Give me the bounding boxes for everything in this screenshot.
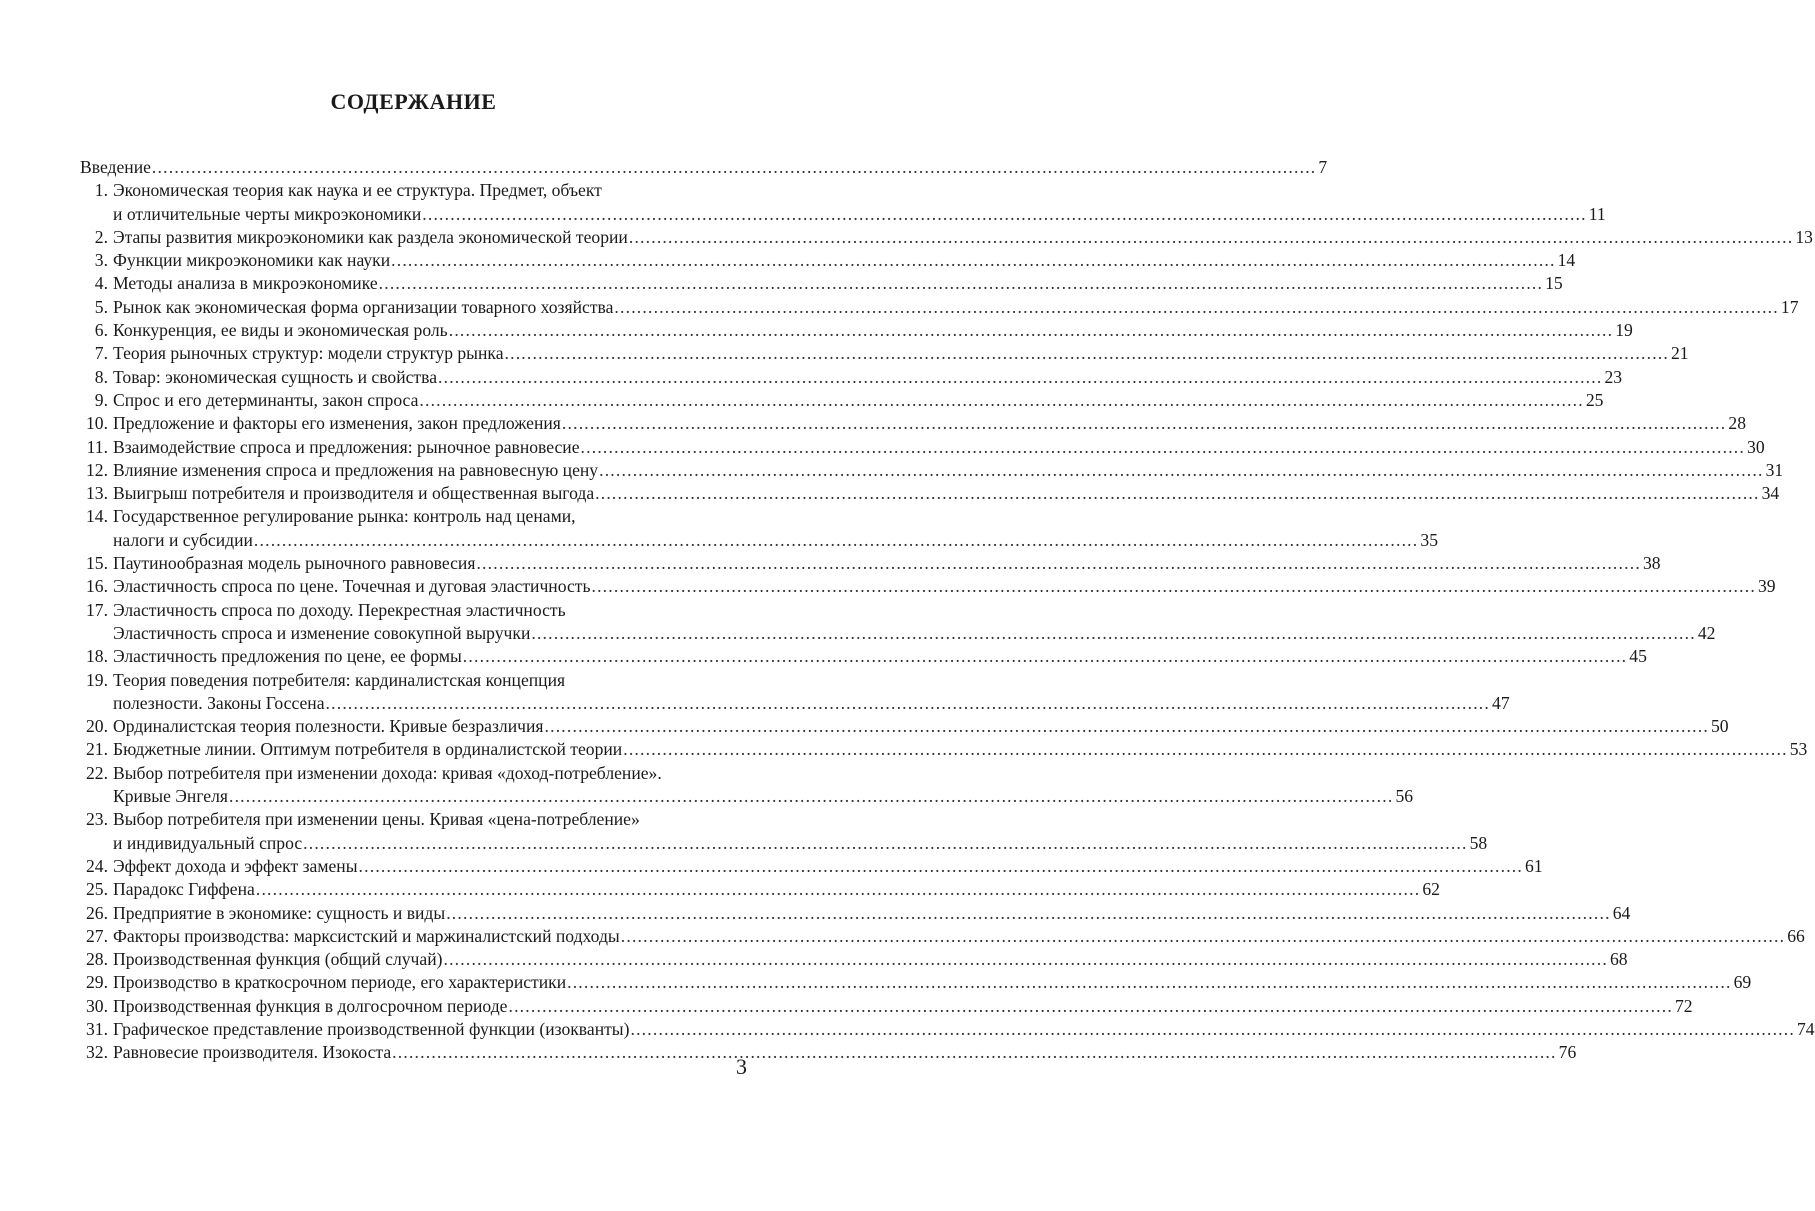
toc-entry-number: 32. — [86, 1042, 108, 1063]
toc-entry — [80, 902, 1631, 925]
toc-entry — [80, 878, 1440, 901]
toc-entry-title: налоги и субсидии — [113, 529, 253, 550]
toc-entry — [80, 1041, 1577, 1064]
toc-entry — [80, 855, 1543, 878]
toc-entry — [80, 925, 1805, 948]
toc-entry — [80, 995, 1693, 1018]
toc-entry-title: Эластичность спроса по доходу. Перекрестная эластичность — [113, 599, 566, 620]
table-of-contents — [80, 156, 1815, 1065]
toc-entry-number: 18. — [86, 646, 108, 667]
toc-entry-title: Теория рыночных структур: модели структур рынка — [113, 343, 504, 364]
toc-entry-title: Парадокс Гиффена — [113, 879, 255, 900]
dot-leader — [621, 925, 1785, 948]
toc-entry-page: 42 — [1697, 622, 1716, 643]
toc-entry — [80, 669, 748, 692]
page-title: СОДЕРЖАНИЕ — [330, 89, 497, 114]
toc-entry-title: и индивидуальный спрос — [113, 832, 303, 853]
toc-entry-title: Выбор потребителя при изменении цены. Кривая «цена-потребление» — [113, 809, 640, 830]
dot-leader — [599, 459, 1763, 482]
dot-leader — [256, 878, 1420, 901]
toc-entry-page: 47 — [1492, 692, 1510, 713]
dot-leader — [254, 529, 1418, 552]
dot-leader — [392, 1041, 1556, 1064]
toc-entry-title: Производственная функция (общий случай) — [113, 949, 443, 970]
toc-entry — [80, 482, 1780, 505]
dot-leader — [379, 272, 1543, 295]
dot-leader — [476, 552, 1640, 575]
toc-entry — [80, 971, 1752, 994]
toc-entry-page: 62 — [1422, 879, 1440, 900]
dot-leader — [614, 296, 1778, 319]
dot-leader — [531, 622, 1695, 645]
toc-entry-number: 17. — [86, 599, 108, 620]
dot-leader — [505, 342, 1669, 365]
toc-entry-number: 13. — [86, 483, 108, 504]
toc-entry — [80, 692, 1510, 715]
toc-entry — [80, 505, 748, 528]
dot-leader — [629, 226, 1793, 249]
toc-entry-title: Ординалистская теория полезности. Кривые безразличия — [113, 716, 544, 737]
toc-entry — [80, 389, 1604, 412]
dot-leader — [591, 575, 1755, 598]
dot-leader — [152, 156, 1316, 179]
dot-leader — [359, 855, 1523, 878]
toc-entry-page: 14 — [1557, 250, 1576, 271]
dot-leader — [303, 832, 1467, 855]
toc-entry-number: 9. — [94, 389, 108, 410]
toc-entry-page: 72 — [1674, 995, 1693, 1016]
toc-entry-number: 20. — [86, 716, 108, 737]
dot-leader — [623, 738, 1787, 761]
toc-entry-title: Товар: экономическая сущность и свойства — [113, 366, 437, 387]
toc-entry-page: 17 — [1780, 296, 1799, 317]
toc-entry-title: Теория поведения потребителя: кардиналистская концепция — [113, 669, 566, 690]
toc-entry-number: 1. — [94, 180, 108, 201]
dot-leader — [508, 995, 1672, 1018]
toc-entry-page: 56 — [1395, 786, 1414, 807]
toc-entry-page: 15 — [1545, 273, 1563, 294]
toc-entry-number: 31. — [86, 1018, 108, 1039]
toc-entry-title: Функции микроэкономики как науки — [113, 250, 391, 271]
toc-entry — [80, 319, 1633, 342]
toc-entry-title: Конкуренция, ее виды и экономическая роль — [113, 320, 448, 341]
toc-entry-number: 2. — [94, 226, 108, 247]
toc-entry-title: Производственная функция в долгосрочном периоде — [113, 995, 508, 1016]
toc-entry-page: 64 — [1612, 902, 1631, 923]
toc-entry — [80, 529, 1438, 552]
dot-leader — [562, 412, 1726, 435]
toc-entry-page: 58 — [1469, 832, 1488, 853]
dot-leader — [422, 203, 1586, 226]
toc-entry-title: Эластичность спроса и изменение совокупной выручки — [113, 622, 531, 643]
toc-entry-title: Взаимодействие спроса и предложения: рыночное равновесие — [113, 436, 580, 457]
toc-entry — [80, 412, 1746, 435]
toc-entry-title: полезности. Законы Госсена — [113, 692, 325, 713]
toc-entry-number: 8. — [94, 366, 108, 387]
toc-entry — [80, 552, 1661, 575]
toc-entry-title: и отличительные черты микроэкономики — [113, 203, 422, 224]
dot-leader — [630, 1018, 1794, 1041]
toc-entry-page: 23 — [1604, 366, 1623, 387]
toc-entry-number: 12. — [86, 459, 108, 480]
dot-leader — [545, 715, 1709, 738]
toc-entry-page: 13 — [1795, 226, 1813, 247]
dot-leader — [229, 785, 1393, 808]
toc-entry — [80, 715, 1729, 738]
toc-entry-title: Равновесие производителя. Изокоста — [113, 1042, 392, 1063]
toc-entry — [80, 179, 748, 202]
dot-leader — [446, 902, 1610, 925]
toc-entry — [80, 249, 1576, 272]
toc-entry-title: Факторы производства: марксистский и маржиналистский подходы — [113, 925, 620, 946]
toc-entry-title: Экономическая теория как наука и ее структура. Предмет, объект — [113, 180, 602, 201]
toc-entry-page: 53 — [1789, 739, 1808, 760]
toc-entry-title: Производство в краткосрочном периоде, его характеристики — [113, 972, 567, 993]
toc-entry-title: Государственное регулирование рынка: контроль над ценами, — [113, 506, 576, 527]
toc-entry — [80, 622, 1716, 645]
toc-entry-page: 50 — [1710, 716, 1729, 737]
dot-leader — [567, 971, 1731, 994]
toc-entry-number: 15. — [86, 553, 108, 574]
dot-leader — [595, 482, 1759, 505]
toc-entry-page: 30 — [1747, 436, 1765, 457]
toc-entry-number: 22. — [86, 762, 108, 783]
toc-entry-number: 16. — [86, 576, 108, 597]
toc-entry-title: Введение — [80, 157, 151, 177]
dot-leader — [463, 645, 1627, 668]
toc-entry-title: Бюджетные линии. Оптимум потребителя в ординалистской теории — [113, 739, 623, 760]
toc-entry-page: 39 — [1757, 576, 1776, 597]
toc-entry-number: 29. — [86, 972, 108, 993]
toc-entry-number: 26. — [86, 902, 108, 923]
toc-entry-page: 45 — [1629, 646, 1647, 667]
toc-entry — [80, 366, 1623, 389]
toc-entry-number: 24. — [86, 855, 108, 876]
toc-entry-page: 31 — [1765, 459, 1784, 480]
toc-entry-number: 10. — [86, 413, 108, 434]
toc-entry-number: 11. — [86, 436, 108, 457]
toc-entry-page: 76 — [1558, 1042, 1577, 1063]
toc-entry-page: 35 — [1420, 529, 1438, 550]
toc-entry-title: Кривые Энгеля — [113, 786, 228, 807]
toc-entry-number: 21. — [86, 739, 108, 760]
toc-entry-title: Эффект дохода и эффект замены — [113, 855, 358, 876]
toc-entry — [80, 762, 748, 785]
toc-entry-number: 23. — [86, 809, 108, 830]
toc-entry-title: Выбор потребителя при изменении дохода: кривая «доход-потребление». — [113, 762, 662, 783]
dot-leader — [449, 319, 1613, 342]
toc-entry — [80, 948, 1628, 971]
toc-entry-page: 11 — [1588, 203, 1606, 224]
dot-leader — [443, 948, 1607, 971]
toc-entry-number: 14. — [86, 506, 108, 527]
toc-entry-title: Эластичность предложения по цене, ее формы — [113, 646, 462, 667]
toc-entry-number: 27. — [86, 925, 108, 946]
toc-entry-page: 69 — [1733, 972, 1752, 993]
toc-entry-title: Выигрыш потребителя и производителя и общественная выгода — [113, 483, 595, 504]
toc-entry-number: 7. — [94, 343, 108, 364]
dot-leader — [391, 249, 1555, 272]
toc-entry-page: 34 — [1761, 483, 1780, 504]
toc-entry-page: 25 — [1585, 389, 1604, 410]
toc-entry — [80, 808, 748, 831]
toc-entry-page: 7 — [1318, 157, 1328, 177]
toc-entry-title: Графическое представление производственной функции (изокванты) — [113, 1018, 630, 1039]
toc-entry-number: 6. — [94, 320, 108, 341]
toc-entry-number: 4. — [94, 273, 108, 294]
toc-entry — [80, 342, 1689, 365]
toc-entry — [80, 832, 1488, 855]
dot-leader — [438, 366, 1602, 389]
toc-entry-number: 5. — [94, 296, 108, 317]
toc-entry-title: Предприятие в экономике: сущность и виды — [113, 902, 446, 923]
toc-entry — [80, 436, 1765, 459]
toc-entry-number: 28. — [86, 949, 108, 970]
toc-entry — [80, 203, 1606, 226]
toc-entry — [80, 1018, 1815, 1041]
toc-entry-title: Паутинообразная модель рыночного равновесия — [113, 553, 476, 574]
toc-entry-number: 25. — [86, 879, 108, 900]
toc-entry — [80, 785, 1414, 808]
toc-entry-page: 28 — [1728, 413, 1746, 434]
toc-entry — [80, 645, 1647, 668]
toc-entry-page: 74 — [1796, 1018, 1815, 1039]
toc-entry-number: 3. — [94, 250, 108, 271]
toc-entry — [80, 272, 1563, 295]
toc-entry — [80, 226, 1813, 249]
toc-entry-title: Спрос и его детерминанты, закон спроса — [113, 389, 419, 410]
toc-entry-page: 21 — [1671, 343, 1689, 364]
toc-entry — [80, 599, 748, 622]
toc-entry-title: Методы анализа в микроэкономике — [113, 273, 378, 294]
dot-leader — [581, 436, 1745, 459]
toc-entry-number: 30. — [86, 995, 108, 1016]
page-number: 3 — [736, 1054, 747, 1079]
toc-entry-number: 19. — [86, 669, 108, 690]
toc-entry-title: Этапы развития микроэкономики как раздела экономической теории — [113, 226, 628, 247]
toc-entry-title: Рынок как экономическая форма организации товарного хозяйства — [113, 296, 614, 317]
toc-entry — [80, 156, 1328, 179]
toc-entry — [80, 296, 1799, 319]
toc-entry — [80, 459, 1784, 482]
dot-leader — [419, 389, 1583, 412]
toc-entry-title: Предложение и факторы его изменения, закон предложения — [113, 413, 561, 434]
toc-entry-title: Эластичность спроса по цене. Точечная и дуговая эластичность — [113, 576, 591, 597]
toc-entry-page: 68 — [1609, 949, 1628, 970]
toc-entry — [80, 738, 1808, 761]
dot-leader — [326, 692, 1490, 715]
toc-entry-page: 38 — [1642, 553, 1661, 574]
toc-entry — [80, 575, 1776, 598]
toc-entry-page: 61 — [1525, 855, 1543, 876]
toc-entry-title: Влияние изменения спроса и предложения на равновесную цену — [113, 459, 599, 480]
toc-entry-page: 66 — [1787, 925, 1805, 946]
toc-entry-page: 19 — [1615, 320, 1633, 341]
